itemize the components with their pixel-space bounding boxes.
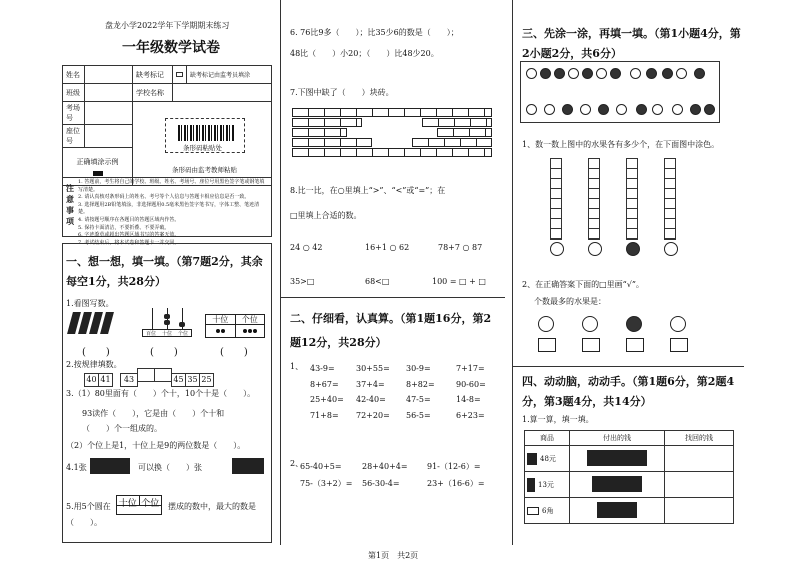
answer-checkbox[interactable]	[626, 338, 644, 352]
correct-fill-sample	[93, 171, 103, 176]
shoe-icon	[527, 453, 537, 465]
change-field[interactable]	[665, 472, 734, 498]
answer-checkbox[interactable]	[582, 338, 600, 352]
item-cell	[525, 446, 570, 472]
calc-item: 90-60=	[456, 379, 486, 389]
exam-no-field[interactable]	[85, 102, 133, 125]
calc-item: 42-40=	[356, 395, 386, 404]
q6-line1: 6. 76比9多（ ）；比35少6的数是（ ）；	[290, 28, 459, 37]
q3-line4: （2）个位上是1，十位上是9的两位数是（ ）。	[66, 441, 246, 450]
q3-line3: （ ）个一组成的。	[82, 424, 162, 433]
peach-icon	[664, 242, 678, 256]
q4-text-b: 可以换（ ）张	[138, 463, 202, 472]
seq-cell: 45	[171, 373, 186, 387]
calc-item: 23+（16-6）=	[427, 479, 485, 488]
name-field[interactable]	[85, 66, 133, 84]
table-header: 找回的钱	[665, 431, 734, 446]
color-grid-column[interactable]	[588, 158, 600, 240]
color-grid-column[interactable]	[626, 158, 638, 240]
calc-item: 71+8=	[310, 410, 339, 420]
calc-item: 8+82=	[406, 379, 435, 389]
answer-checkbox[interactable]	[670, 338, 688, 352]
absent-label: 缺考标记	[133, 66, 173, 84]
q3-1-text: 1、数一数上图中的水果各有多少个，在下面图中涂色。	[522, 140, 720, 149]
calc-item: 91-（12-6）=	[427, 462, 481, 471]
money-image	[587, 450, 647, 466]
calc-item: 65-40+5=	[300, 462, 342, 471]
banknote-image	[90, 458, 130, 474]
notes-list	[78, 179, 268, 247]
calc1-grid	[310, 361, 500, 423]
banknote-image	[232, 458, 264, 474]
divider	[280, 297, 505, 298]
school-title: 盘龙小学2022学年下学期期末练习	[105, 21, 230, 30]
q6-line2: 48比（ ）小20；（ ）比48少20。	[290, 49, 439, 58]
calc-item: 47-5=	[406, 395, 431, 404]
fruits-image	[524, 64, 719, 122]
place-label: 个位	[140, 496, 162, 506]
answer-paren[interactable]: ( )	[150, 347, 178, 358]
answer-checkbox[interactable]	[538, 338, 556, 352]
note-line: 5. 保持卡面清洁，不要折叠、不要弄破。	[78, 224, 170, 231]
compare-item[interactable]: 78+7 ○ 87	[438, 243, 483, 252]
place-label: 个位	[241, 315, 258, 324]
calc1-label: 1、	[290, 362, 304, 371]
place-label: 十位	[206, 315, 236, 324]
seq-cell: 41	[98, 373, 113, 387]
color-grid-column[interactable]	[664, 158, 676, 240]
pear-icon	[538, 316, 554, 332]
q7-text: 7.下图中缺了（ ）块砖。	[290, 88, 394, 97]
calc-item: 30-9=	[406, 364, 431, 373]
answer-paren[interactable]: ( )	[220, 347, 248, 358]
apple-icon	[626, 316, 642, 332]
calc-item: 75-（3+2）=	[300, 479, 353, 488]
calc-item: 72+20=	[356, 410, 390, 420]
item-cell	[525, 498, 570, 524]
table-header: 付出的钱	[570, 431, 665, 446]
note-line: 4. 请按题号顺序在各题目的答题区域内作答。	[78, 216, 180, 223]
calc-item: 37+4=	[356, 379, 385, 389]
q3-line1: 3.（1）80里面有（ ）个十，10个十是（ ）。	[66, 389, 256, 398]
note-line: 7. 考试结束后，将本试卷和答题卡一并交回。	[78, 239, 180, 246]
correct-fill-label: 正确填涂示例	[76, 158, 119, 166]
orange-icon	[588, 242, 602, 256]
q3-2-text-b: 个数最多的水果是：	[534, 297, 606, 306]
note-line: 2. 请认真核对条形码上的姓名、考号等个人信息与答题卡相应信息是否一致。	[78, 194, 250, 201]
section4-title: 四、动动脑，动动手。（第1题6分，第2题4分，第3题4分，共14分）	[522, 375, 735, 408]
place-value-chart	[205, 314, 265, 338]
peach-icon	[670, 316, 686, 332]
section2-title: 二、仔细看，认真算。（第1题16分，第2题12分，共28分）	[290, 312, 492, 349]
apple-icon	[626, 242, 640, 256]
calc-item: 25+40=	[310, 395, 344, 404]
bundle-sticks-image	[70, 312, 115, 334]
seq-cell: 25	[199, 373, 214, 387]
compare-item[interactable]: 16+1 ○ 62	[365, 243, 410, 252]
q5-place-chart	[116, 495, 162, 515]
section3-title: 三、先涂一涂，再填一填。（第1小题4分，第2小题2分，共6分）	[522, 27, 741, 60]
calc-item: 43-9=	[310, 364, 335, 373]
q5-text-b: 摆成的数中，最大的数是	[168, 502, 256, 511]
orange-icon	[582, 316, 598, 332]
barcode-graphic	[178, 125, 234, 141]
abacus-image	[142, 308, 192, 338]
exam-title: 一年级数学试卷	[122, 40, 220, 56]
seq-cell-blank[interactable]	[154, 368, 172, 382]
shop-table	[524, 430, 734, 524]
seq-cell: 35	[185, 373, 200, 387]
compare-item[interactable]: 24 ○ 42	[290, 243, 323, 252]
change-field[interactable]	[665, 446, 734, 472]
abacus-label: 十位	[161, 331, 172, 337]
color-grid-column[interactable]	[550, 158, 562, 240]
class-field[interactable]	[85, 84, 133, 102]
sequence-row	[84, 368, 234, 387]
calc-item: 28+40+4=	[362, 462, 408, 471]
item-cell	[525, 472, 570, 498]
calc-item: 56-30-4=	[362, 479, 400, 488]
absent-note: 缺考标记由监考员填涂	[187, 66, 272, 84]
absent-box[interactable]	[173, 66, 187, 84]
q5-text: 5.用5个圆在	[66, 502, 111, 511]
money-image-cell	[570, 446, 665, 472]
note-line: 6. 字迹潦草或超出答题区域书写的答案无效。	[78, 232, 180, 239]
money-image-cell	[570, 472, 665, 498]
class-label: 班级	[63, 84, 85, 102]
q4-text: 4.1张	[66, 463, 87, 472]
item-price: 6角	[542, 506, 554, 515]
barcode-note: 条形码由监考教师粘贴	[172, 166, 237, 174]
q2-text: 2.按规律填数。	[66, 360, 122, 369]
item-price: 13元	[538, 480, 554, 489]
abacus-label: 个位	[177, 331, 188, 337]
calc-item: 56-5=	[406, 410, 431, 420]
q3-2-text: 2、在正确答案下面的□里画“√”。	[522, 280, 644, 289]
note-line: 1. 答题前，考生将自己的学校、班级、姓名、考场号、座位号用黑色签字笔或钢笔填写清楚。	[78, 179, 265, 193]
money-image	[597, 502, 637, 518]
q5-text-c: （ ）。	[66, 518, 102, 527]
exam-no-label: 考场号	[63, 102, 85, 125]
answer-paren[interactable]: ( )	[82, 347, 110, 358]
page-footer: 第1页 共2页	[368, 551, 419, 560]
school-field[interactable]	[173, 84, 272, 102]
table-header: 商品	[525, 431, 570, 446]
note-line: 3. 选择题用2B铅笔填涂，非选择题用0.5毫米黑色签字笔书写，字体工整、笔迹清楚。	[78, 201, 260, 216]
seat-no-label: 座位号	[63, 125, 85, 148]
money-image	[592, 476, 642, 492]
eraser-icon	[527, 507, 539, 515]
notes-title: 注意事项	[66, 183, 74, 226]
q8-line2: □里填上合适的数。	[290, 211, 362, 220]
place-label: 十位	[117, 496, 140, 506]
seat-no-field[interactable]	[85, 125, 133, 148]
bottle-icon	[527, 478, 535, 492]
seq-cell: 43	[120, 373, 138, 387]
compare-item[interactable]: 68<□	[365, 277, 390, 286]
name-label: 姓名	[63, 66, 85, 84]
calc-item: 14-8=	[456, 395, 481, 404]
seq-cell-blank[interactable]	[137, 368, 155, 382]
calc-item: 6+23=	[456, 410, 485, 420]
section1-title: 一、想一想，填一填。（第7题2分，其余每空1分，共28分）	[66, 255, 263, 288]
q4-1-text: 1.算一算，填一填。	[522, 415, 594, 424]
compare-item[interactable]: 35>□	[290, 277, 315, 286]
compare-item[interactable]: 100 = □ + □	[432, 277, 486, 286]
q8-line1: 8.比一比，在○里填上“>”、“<”或“=”；在	[290, 186, 446, 195]
calc-item: 8+67=	[310, 379, 339, 389]
calc-item: 30+55=	[356, 364, 390, 373]
calc-item: 7+17=	[456, 364, 485, 373]
barcode-label: 条形码粘贴处	[183, 144, 222, 152]
change-field[interactable]	[665, 498, 734, 524]
divider	[512, 366, 744, 367]
calc2-label: 2、	[290, 459, 304, 468]
calc2-grid	[300, 458, 500, 492]
item-price: 48元	[540, 454, 556, 463]
q3-line2: 93读作（ ），它是由（ ）个十和	[82, 409, 225, 418]
abacus-label: 百位	[145, 331, 156, 337]
seq-cell: 40	[84, 373, 99, 387]
q1-text: 1.看图写数。	[66, 299, 114, 308]
school-label: 学校名称	[133, 84, 173, 102]
pear-icon	[550, 242, 564, 256]
money-image-cell	[570, 498, 665, 524]
brick-wall-image	[292, 108, 492, 160]
